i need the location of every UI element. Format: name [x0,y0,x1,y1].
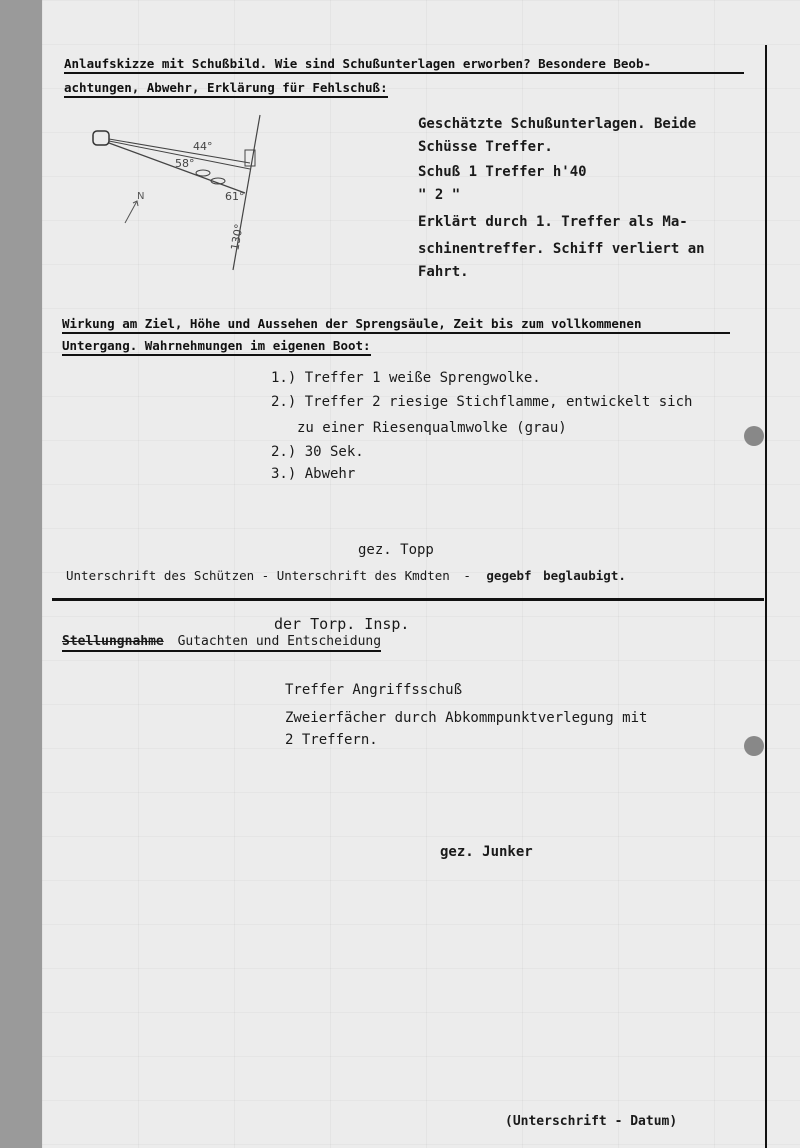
s3-heading-struck: Stellungnahme [62,634,164,649]
sketch-angle-58: 58° [175,157,195,170]
footer-signature-caption: (Unterschrift - Datum) [505,1114,678,1129]
s3-signature: gez. Junker [440,844,533,860]
sketch-north: N [137,191,145,202]
s3-overtype: der Torp. Insp. [274,615,410,633]
s2-caption-beglaubigt: beglaubigt. [543,568,626,583]
s1-line-4: " 2 " [418,187,461,203]
punch-hole-top [744,426,764,446]
scan-left-margin [0,0,42,1148]
s1-line-6: schinentreffer. Schiff verliert an [418,241,705,257]
s2-signature-caption [66,568,626,583]
section1-heading-line2: achtungen, Abwehr, Erklärung für Fehlschuß: [64,80,388,98]
s3-line-1: Treffer Angriffsschuß [285,682,463,698]
s2-signature: gez. Topp [358,542,434,558]
s1-line-5: Erklärt durch 1. Treffer als Ma- [418,214,688,230]
punch-hole-bottom [744,736,764,756]
s2-line-2: 2.) Treffer 2 riesige Stichflamme, entwickelt sich [271,394,693,410]
section-divider [52,598,764,601]
sketch-angle-130: 130° [228,222,246,252]
section2-heading-line2: Untergang. Wahrnehmungen im eigenen Boot: [62,338,371,356]
s2-line-5: 3.) Abwehr [271,466,356,482]
s3-line-2: Zweierfächer durch Abkommpunktverlegung mit [285,710,648,726]
sketch-angle-44: 44° [193,140,213,153]
right-margin-rule [765,45,767,1148]
section2-heading-line1: Wirkung am Ziel, Höhe und Aussehen der Sprengsäule, Zeit bis zum vollkommenen [62,316,730,334]
s1-line-3: Schuß 1 Treffer h'40 [418,164,587,180]
s1-line-1: Geschätzte Schußunterlagen. Beide [418,116,697,132]
s2-line-1: 1.) Treffer 1 weiße Sprengwolke. [271,370,541,386]
s1-line-2: Schüsse Treffer. [418,139,553,155]
s3-heading-main: Gutachten und Entscheidung [177,634,382,649]
sketch-angle-61: 61° [225,190,245,203]
s1-line-7: Fahrt. [418,264,469,280]
s2-caption-dash: - [463,568,471,583]
s2-line-4: 2.) 30 Sek. [271,444,364,460]
attack-sketch [85,105,295,275]
s2-line-3: zu einer Riesenqualmwolke (grau) [297,420,567,436]
section3-heading [62,634,381,652]
section1-heading-line1: Anlaufskizze mit Schußbild. Wie sind Schußunterlagen erworben? Besondere Beob- [64,56,744,74]
s3-line-3: 2 Treffern. [285,732,378,748]
s2-caption-main: Unterschrift des Schützen - Unterschrift des Kmdten [66,568,450,583]
s2-caption-gegebf: gegebf [486,568,532,583]
